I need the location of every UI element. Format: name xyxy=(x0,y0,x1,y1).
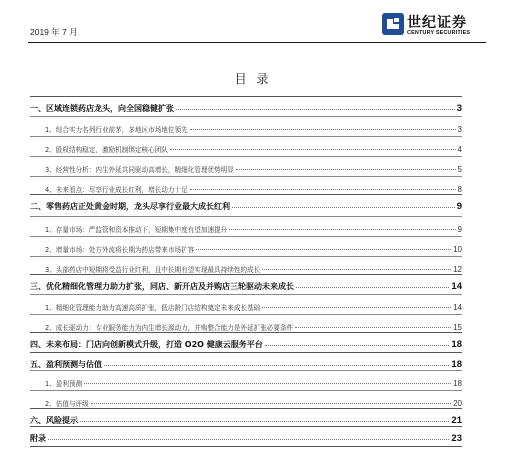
subsection-divider xyxy=(30,390,462,391)
toc-section-entry[interactable] xyxy=(30,354,462,370)
toc-page-number: 14 xyxy=(451,281,462,292)
toc-entry-label: 1、存量市场：严监管和资本推动下，短期集中度有望加速提升 xyxy=(45,226,228,234)
toc-leader-dots xyxy=(262,306,451,308)
company-logo xyxy=(382,12,482,42)
page-title: 目 录 xyxy=(234,72,272,86)
section-divider xyxy=(30,96,462,97)
toc-page-number: 9 xyxy=(456,201,462,212)
toc-section-entry[interactable] xyxy=(30,276,462,292)
logo-chinese-name: 世纪证券 xyxy=(407,15,467,31)
toc-leader-dots xyxy=(190,188,456,190)
toc-leader-dots xyxy=(176,108,455,110)
toc-subsection-entry[interactable] xyxy=(30,178,462,194)
toc-section-entry[interactable] xyxy=(30,410,462,426)
subsection-divider xyxy=(30,176,462,177)
toc-page-number: 18 xyxy=(453,379,462,388)
logo-english-name: CENTURY SECURITIES xyxy=(407,30,471,36)
section-divider xyxy=(30,194,462,195)
toc-page-number: 8 xyxy=(457,185,462,194)
toc-entry-label: 3、经营性分析：内生外延共同驱动高增长，精细化管理优势明显 xyxy=(45,166,234,174)
subsection-divider xyxy=(30,216,462,217)
toc-page-number: 5 xyxy=(457,165,462,174)
toc-subsection-entry[interactable] xyxy=(30,158,462,174)
toc-entry-label: 3、头部药店中短期将受益行业红利，且中长期有望实现最具持续性的成长 xyxy=(45,266,261,274)
toc-entry-label: 4、未来看点：尽享行业成长红利，增长动力十足 xyxy=(45,186,188,194)
toc-subsection-entry[interactable] xyxy=(30,316,462,332)
toc-leader-dots xyxy=(80,420,449,422)
toc-subsection-entry[interactable] xyxy=(30,118,462,134)
section-divider xyxy=(30,446,462,447)
toc-leader-dots xyxy=(196,248,451,250)
toc-leader-dots xyxy=(104,364,449,366)
section-divider xyxy=(30,332,462,333)
report-date: 2019 年 7 月 xyxy=(30,27,78,37)
toc-entry-label: 二、零售药店正处黄金时期，龙头尽享行业最大成长红利 xyxy=(30,202,230,211)
toc-section-entry[interactable] xyxy=(30,98,462,114)
toc-page-number: 12 xyxy=(453,265,462,274)
subsection-divider xyxy=(30,256,462,257)
toc-leader-dots xyxy=(229,228,455,230)
toc-entry-label: 五、盈利预测与估值 xyxy=(30,360,102,369)
toc-section-entry[interactable] xyxy=(30,428,462,444)
toc-page-number: 23 xyxy=(451,433,462,444)
toc-page-number: 18 xyxy=(451,339,462,350)
toc-section-entry[interactable] xyxy=(30,334,462,350)
toc-page-number: 9 xyxy=(457,225,462,234)
toc-entry-label: 1、精细化管理能力助力高速高质扩张，低店龄门店结构奠定未来成长基础 xyxy=(45,304,261,312)
toc-entry-label: 2、股权结构稳定，激励机制绑定核心团队 xyxy=(45,146,168,154)
toc-entry-label: 2、成长驱动力：专业服务能力为内生增长源动力，并购整合能力是外延扩张必要条件 xyxy=(45,324,294,332)
toc-entry-label: 1、盈利预测 xyxy=(45,380,83,388)
toc-entry-label: 六、风险提示 xyxy=(30,416,78,425)
subsection-divider xyxy=(30,294,462,295)
toc-leader-dots xyxy=(265,344,450,346)
toc-leader-dots xyxy=(170,148,456,150)
toc-leader-dots xyxy=(232,206,455,208)
toc-leader-dots xyxy=(236,168,456,170)
toc-page-number: 14 xyxy=(453,303,462,312)
header-divider xyxy=(28,42,486,43)
section-divider xyxy=(30,352,462,353)
subsection-divider xyxy=(30,156,462,157)
toc-leader-dots xyxy=(91,402,451,404)
toc-page-number: 18 xyxy=(451,359,462,370)
toc-leader-dots xyxy=(295,326,451,328)
toc-entry-label: 四、未来布局：门店向创新模式升级，打造 O2O 健康云服务平台 xyxy=(30,340,263,349)
toc-page-number: 10 xyxy=(453,245,462,254)
toc-leader-dots xyxy=(48,438,449,440)
toc-subsection-entry[interactable] xyxy=(30,238,462,254)
toc-section-entry[interactable] xyxy=(30,196,462,212)
toc-entry-label: 1、综合实力名列行业前茅，多地区市场地位领先 xyxy=(45,126,188,134)
toc-entry-label: 2、增量市场：处方外流将长期为药店带来市场扩容 xyxy=(45,246,195,254)
toc-leader-dots xyxy=(262,268,451,270)
toc-page-number: 21 xyxy=(451,415,462,426)
toc-subsection-entry[interactable] xyxy=(30,258,462,274)
section-divider xyxy=(30,408,462,409)
subsection-divider xyxy=(30,370,462,371)
toc-page-number: 20 xyxy=(453,399,462,408)
toc-subsection-entry[interactable] xyxy=(30,218,462,234)
toc-leader-dots xyxy=(296,286,449,288)
subsection-divider xyxy=(30,314,462,315)
toc-page-number: 3 xyxy=(456,103,462,114)
subsection-divider xyxy=(30,236,462,237)
company-logo-icon xyxy=(382,13,404,35)
toc-entry-label: 附录 xyxy=(30,434,46,443)
toc-leader-dots xyxy=(84,382,451,384)
toc-entry-label: 2、估值与评级 xyxy=(45,400,89,408)
toc-page-number: 4 xyxy=(457,145,462,154)
subsection-divider xyxy=(30,116,462,117)
toc-entry-label: 一、区域连锁药店龙头，向全国稳健扩张 xyxy=(30,104,174,113)
toc-subsection-entry[interactable] xyxy=(30,296,462,312)
section-divider xyxy=(30,426,462,427)
toc-leader-dots xyxy=(190,128,456,130)
toc-subsection-entry[interactable] xyxy=(30,372,462,388)
toc-subsection-entry[interactable] xyxy=(30,138,462,154)
toc-entry-label: 三、优化精细化管理力助力扩张，同店、新开店及并购店三轮驱动未来成长 xyxy=(30,282,294,291)
subsection-divider xyxy=(30,136,462,137)
page-header xyxy=(0,0,506,44)
section-divider xyxy=(30,274,462,275)
toc-subsection-entry[interactable] xyxy=(30,392,462,408)
toc-page-number: 3 xyxy=(457,125,462,134)
toc-page-number: 15 xyxy=(453,323,462,332)
